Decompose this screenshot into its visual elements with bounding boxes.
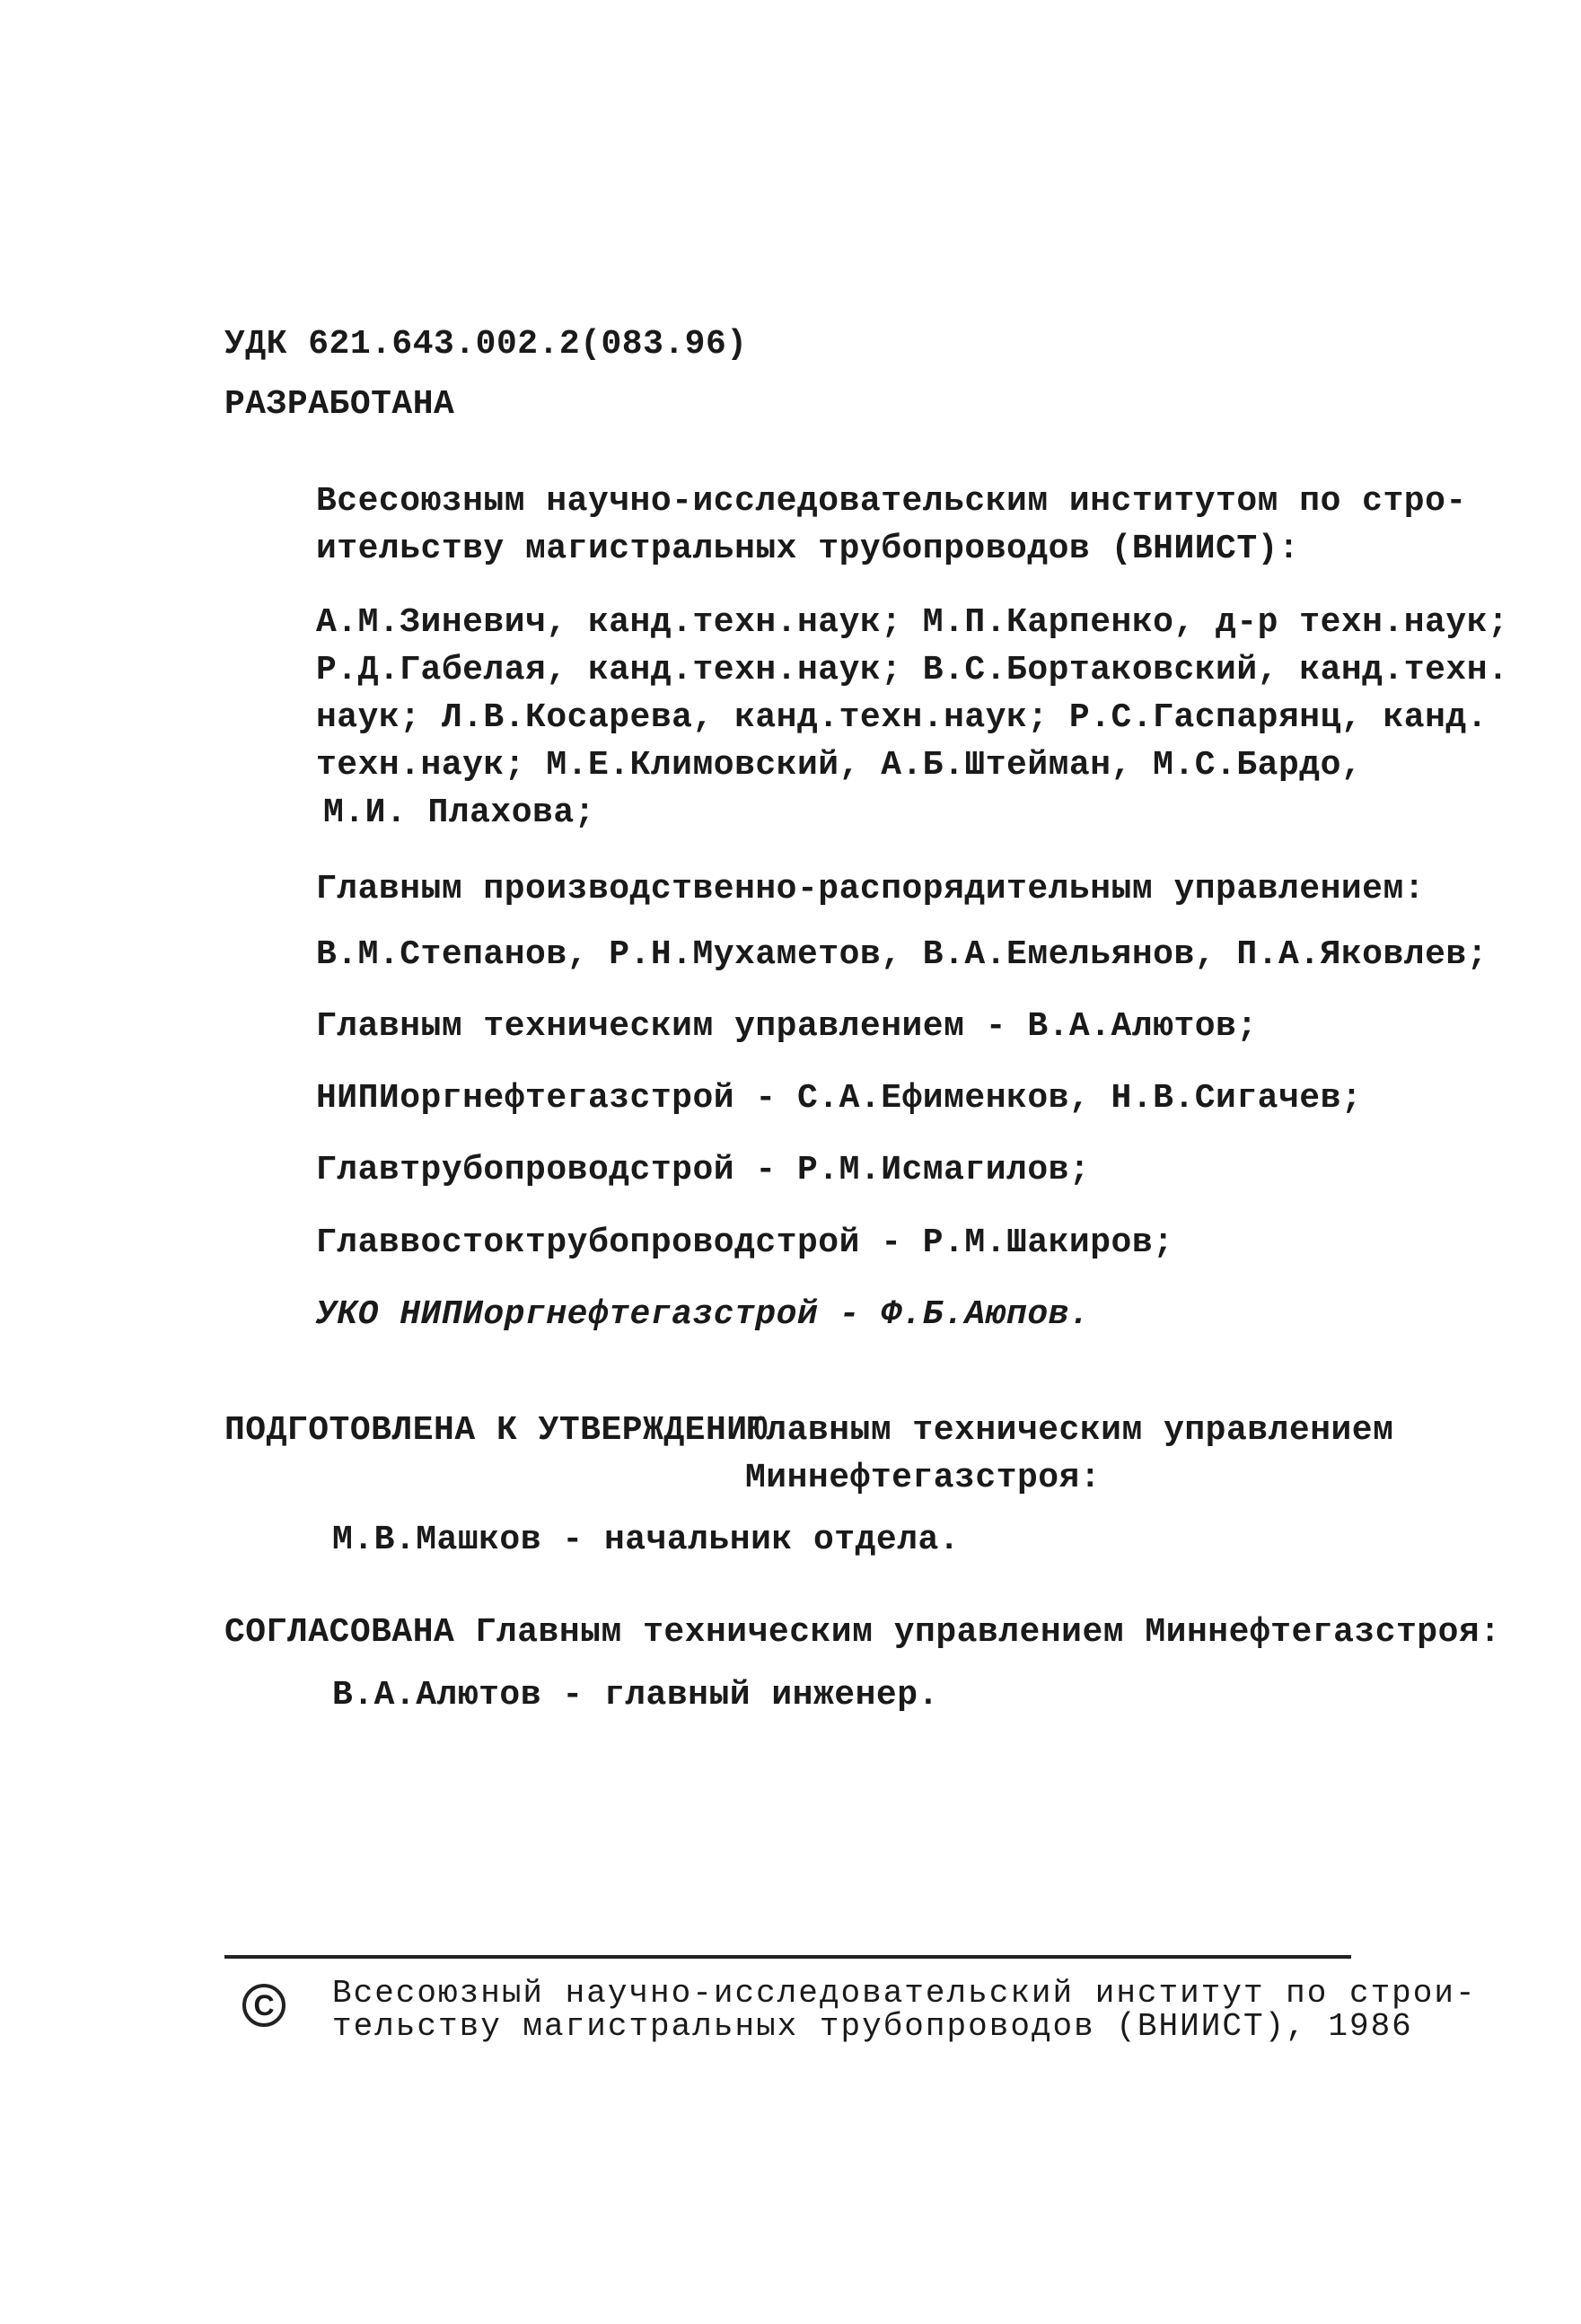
gtu-line: Главным техническим управлением - В.А.Алютов; [316, 1007, 1258, 1046]
institute-line-1: Всесоюзным научно-исследовательским институтом по стро- [316, 482, 1467, 521]
prepared-org-line-1: Главным техническим управлением [745, 1411, 1394, 1450]
gpru-people: В.М.Степанов, Р.Н.Мухаметов, В.А.Емельянов, П.А.Яковлев; [316, 935, 1489, 974]
nipi-line: НИПИоргнефтегазстрой - С.А.Ефименков, Н.В.Сигачев; [316, 1079, 1363, 1118]
authors-line-5: М.И. Плахова; [323, 794, 595, 832]
gpru-heading: Главным производственно-распорядительным управлением: [316, 870, 1426, 908]
glavtrub-line: Главтрубопроводстрой - Р.М.Исмагилов; [316, 1151, 1091, 1189]
footer-divider [224, 1955, 1351, 1959]
authors-line-4: техн.наук; М.Е.Климовский, А.Б.Штейман, М.С.Бардо, [316, 746, 1363, 785]
prepared-org-line-2: Миннефтегазстроя: [745, 1459, 1102, 1497]
prepared-label: ПОДГОТОВЛЕНА К УТВЕРЖДЕНИЮ [224, 1411, 769, 1450]
agreed-line: СОГЛАСОВАНА Главным техническим управлением Миннефтегазстроя: [224, 1613, 1501, 1652]
glavvostok-line: Главвостоктрубопроводстрой - Р.М.Шакиров; [316, 1223, 1174, 1262]
authors-line-3: наук; Л.В.Косарева, канд.техн.наук; Р.С.Гаспарянц, канд. [316, 698, 1489, 737]
uko-line: УКО НИПИоргнефтегазстрой - Ф.Б.Аюпов. [316, 1295, 1091, 1334]
footer-line-1: Всесоюзный научно-исследовательский институт по строи- [332, 1975, 1477, 2012]
prepared-person: М.В.Машков - начальник отдела. [332, 1521, 961, 1559]
authors-line-1: А.М.Зиневич, канд.техн.наук; М.П.Карпенко, д-р техн.наук; [316, 603, 1509, 642]
agreed-person: В.А.Алютов - главный инженер. [332, 1676, 939, 1714]
copyright-icon: C [242, 1984, 285, 2027]
developed-heading: РАЗРАБОТАНА [224, 385, 455, 424]
institute-line-2: ительству магистральных трубопроводов (ВНИИСТ): [316, 530, 1300, 568]
udk-code: УДК 621.643.002.2(083.96) [224, 325, 748, 364]
footer-line-2: тельству магистральных трубопроводов (ВНИИСТ), 1986 [332, 2008, 1413, 2045]
authors-line-2: Р.Д.Габелая, канд.техн.наук; В.С.Бортаковский, канд.техн. [316, 651, 1509, 689]
